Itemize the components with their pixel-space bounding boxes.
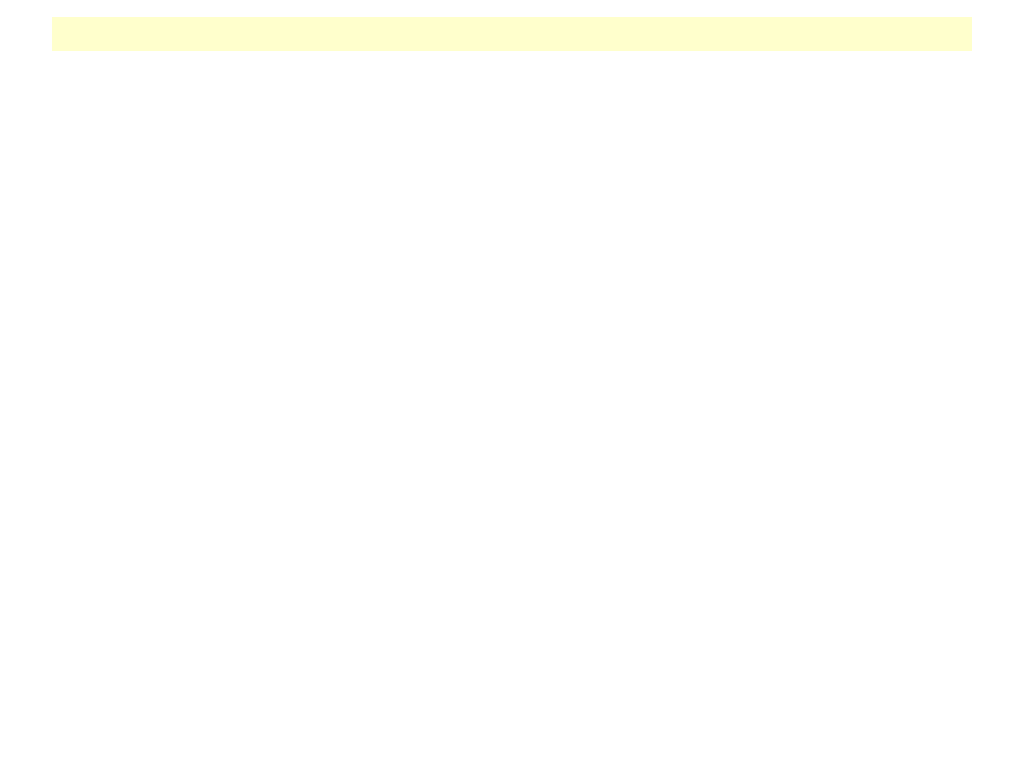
title-banner [52, 17, 972, 51]
